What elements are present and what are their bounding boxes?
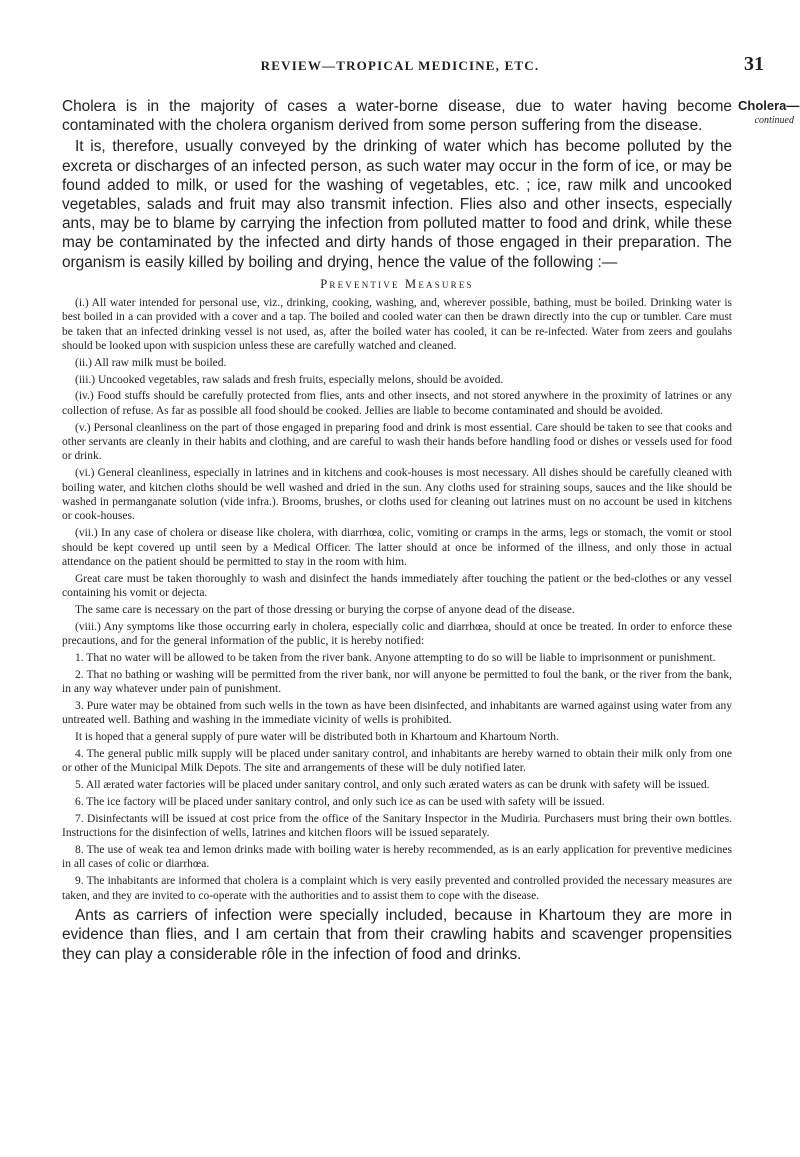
measure-item: 9. The inhabitants are informed that cholera is a complaint which is very easily prevented and controlled provided the necessary measures are taken, and they are invited to co-operate with the authorities and to assist them to cope with the disease. [62, 875, 732, 902]
measure-item: 1. That no water will be allowed to be taken from the river bank. Anyone attempting to do so will be liable to imprisonment or punishment. [75, 652, 716, 665]
measure-item: 8. The use of weak tea and lemon drinks made with boiling water is hereby recommended, as is an early application for preventive medicines in all cases of colic or diarrhœa. [62, 844, 732, 871]
measure-item: 5. All ærated water factories will be placed under sanitary control, and only such ærated waters as can be drunk with safety will be issued. [75, 779, 710, 792]
measure-item: Great care must be taken thoroughly to wash and disinfect the hands immediately after touching the patient or the bed-clothes or any vessel containing his vomit or dejecta. [62, 572, 732, 600]
measure-item: 3. Pure water may be obtained from such wells in the town as have been disinfected, and inhabitants are warned against using water from any untreated well. Bathing and washing in the immediate vicinity of wells is prohibited. [62, 700, 732, 727]
measure-item: (i.) All water intended for personal use, viz., drinking, cooking, washing, and, wherever possible, bathing, must be boiled. Drinking water is best boiled in a can provided with a cover and a tap. The boiled and cooled water can then be drawn directly into the cup or tumbler. Care must be taken that an infected drinking vessel is not used, as, after the boiled water has cooled, it can be re-infected. Water from zeers and goulahs should be looked upon with suspicion unless these are carefully watched and cleaned. [62, 296, 732, 353]
section-heading: Preventive Measures [320, 276, 474, 291]
measure-item: The same care is necessary on the part of those dressing or burying the corpse of anyone dead of the disease. [75, 604, 575, 617]
margin-note [738, 98, 800, 126]
measure-item: (viii.) Any symptoms like those occurring early in cholera, especially colic and diarrhœa, should at once be treated. In order to enforce these precautions, and for the general information of the public, it is hereby notified: [62, 620, 732, 648]
margin-note-subtitle: continued [754, 115, 794, 126]
measure-item: (v.) Personal cleanliness on the part of those engaged in preparing food and drink is most essential. Care should be taken to see that cooks and other servants are cleanly in their habits and clothing, and are careful to wash their hands before handling food or dishes or vessels used for food or drink. [62, 421, 732, 463]
intro-paragraph: It is, therefore, usually conveyed by the drinking of water which has become polluted by the excreta or discharges of an infected person, as such water may occur in the form of ice, or may be found added to milk, or used for the washing of vegetables, etc. ; ice, raw milk and uncooked vegetables, salads and fruit may also transmit infection. Flies also and other insects, especially ants, may be to blame by carrying the infection from polluted matter to food and drink, while these may be contaminated by the infected and dirty hands of those engaged in their preparation. The organism is easily killed by boiling and drying, hence the value of the following :— [62, 138, 732, 271]
measure-item: 7. Disinfectants will be issued at cost price from the office of the Sanitary Inspector in the Mudiria. Purchasers must bring their own bottles. Instructions for the disinfection of wells, latrines and kitchen floors will be issued separately. [62, 812, 732, 840]
body-text [62, 97, 732, 964]
running-head: REVIEW—TROPICAL MEDICINE, ETC. [260, 58, 540, 73]
margin-note-title: Cholera— [738, 98, 800, 113]
measure-item: 2. That no bathing or washing will be permitted from the river bank, nor will anyone be permitted to foul the bank, or the river from the bank, in any way whatever under pain of punishment. [62, 668, 732, 696]
measure-item: (iii.) Uncooked vegetables, raw salads and fresh fruits, especially melons, should be avoided. [75, 373, 504, 386]
measures-list [62, 296, 732, 903]
measure-item: (iv.) Food stuffs should be carefully protected from flies, ants and other insects, and not stored anywhere in the proximity of latrines or any collection of refuse. As far as possible all food should be cooked. Jellies are liable to become contaminated and should be avoided. [62, 390, 732, 417]
measure-item: 6. The ice factory will be placed under sanitary control, and only such ice as can be used with safety will be issued. [75, 796, 605, 809]
page-number: 31 [744, 53, 764, 75]
measure-item: 4. The general public milk supply will be placed under sanitary control, and inhabitants are hereby warned to obtain their milk only from one or other of the Municipal Milk Depots. The site and arrangements of these will be duly notified later. [62, 748, 732, 775]
measure-item: (ii.) All raw milk must be boiled. [75, 356, 227, 369]
measure-item: It is hoped that a general supply of pure water will be distributed both in Khartoum and Khartoum North. [75, 731, 559, 744]
intro-paragraph: Cholera is in the majority of cases a water-borne disease, due to water having become contaminated with the cholera organism derived from some person suffering from the disease. [62, 98, 732, 135]
measure-item: (vi.) General cleanliness, especially in latrines and in kitchens and cook-houses is most necessary. All dishes should be carefully cleaned with boiling water, and kitchen cloths should be well washed and dried in the sun. Any cloths used for straining soups, sauces and the like should be washed in permanganate solution (vide infra.). Brooms, brushes, or cloths used for cleaning out latrines must on no account be used in kitchens or cook-houses. [62, 467, 732, 523]
closing-paragraph: Ants as carriers of infection were specially included, because in Khartoum they are more in evidence than flies, and I am certain that from their crawling habits and scavenger propensities they can play a considerable rôle in the infection of food and drinks. [62, 907, 732, 963]
measure-item: (vii.) In any case of cholera or disease like cholera, with diarrhœa, colic, vomiting or cramps in the arms, legs or stomach, the vomit or stool should be kept covered up until seen by a Medical Officer. The latter should at once be informed of the illness, and only those in actual attendance on the patient should be permitted to stay in the room with him. [62, 527, 732, 569]
